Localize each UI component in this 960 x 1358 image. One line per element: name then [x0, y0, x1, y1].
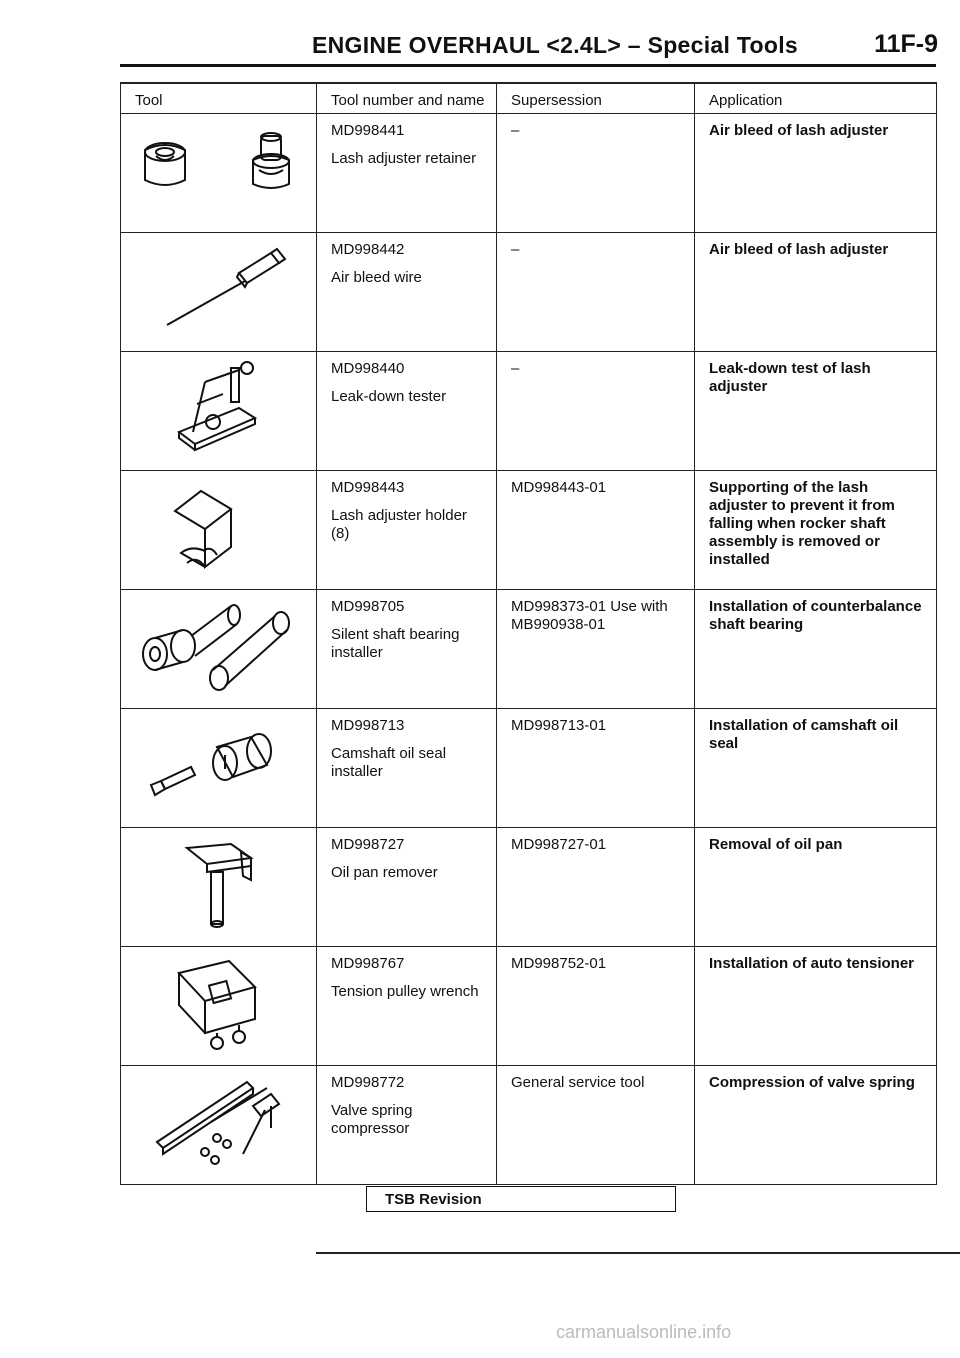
table-row: [121, 351, 937, 470]
header-divider: [120, 64, 936, 67]
lash-adjuster-holder-icon: [121, 471, 317, 581]
camshaft-oil-seal-installer-icon: [121, 709, 317, 819]
tool-image-cell: [121, 232, 317, 351]
table-row: [121, 708, 937, 827]
table-row: [121, 1065, 937, 1184]
supersession-cell: MD998727-01: [497, 827, 695, 946]
application-cell: Leak-down test of lash adjuster: [695, 351, 937, 470]
table-row: [121, 113, 937, 232]
application-cell: Supporting of the lash adjuster to prevent it from falling when rocker shaft assembly is removed or installed: [695, 470, 937, 589]
site-watermark: carmanualsonline.info: [556, 1322, 732, 1342]
tool-number-name-cell: [317, 589, 497, 708]
tool-number: MD998713: [331, 716, 405, 734]
tool-number-name-cell: [317, 946, 497, 1065]
table-row: [121, 470, 937, 589]
table-row: [121, 827, 937, 946]
tool-image-cell: [121, 470, 317, 589]
supersession-cell: General service tool: [497, 1065, 695, 1184]
tool-image-cell: [121, 589, 317, 708]
application-cell: Air bleed of lash adjuster: [695, 113, 937, 232]
oil-pan-remover-icon: [121, 828, 317, 938]
tool-number: MD998705: [331, 597, 405, 615]
column-header-application: Application: [695, 83, 937, 113]
tension-pulley-wrench-icon: [121, 947, 317, 1057]
application-cell: Air bleed of lash adjuster: [695, 232, 937, 351]
tool-number-name-cell: [317, 232, 497, 351]
supersession-cell: MD998373-01 Use with MB990938-01: [497, 589, 695, 708]
tool-image-cell: [121, 827, 317, 946]
lash-adjuster-retainer-icon: [121, 114, 317, 224]
application-cell: Installation of counterbalance shaft bearing: [695, 589, 937, 708]
supersession-cell: MD998713-01: [497, 708, 695, 827]
column-header-tool-number: Tool number and name: [317, 83, 497, 113]
tool-image-cell: [121, 1065, 317, 1184]
tool-number: MD998442: [331, 240, 405, 258]
tool-image-cell: [121, 351, 317, 470]
application-cell: Removal of oil pan: [695, 827, 937, 946]
supersession-cell: –: [497, 232, 695, 351]
supersession-cell: –: [497, 351, 695, 470]
tool-number-name-cell: [317, 470, 497, 589]
table-header-row: [121, 83, 937, 113]
tool-image-cell: [121, 113, 317, 232]
tool-name: Valve spring compressor: [331, 1101, 413, 1137]
tool-name: Tension pulley wrench: [331, 982, 479, 1000]
tool-number-name-cell: [317, 827, 497, 946]
tool-number: MD998441: [331, 121, 405, 139]
tool-name: Oil pan remover: [331, 863, 438, 881]
table-row: [121, 946, 937, 1065]
tool-name: Lash adjuster holder (8): [331, 506, 467, 542]
valve-spring-compressor-icon: [121, 1066, 317, 1176]
application-cell: Installation of camshaft oil seal: [695, 708, 937, 827]
tool-number-name-cell: [317, 113, 497, 232]
supersession-cell: MD998443-01: [497, 470, 695, 589]
page-title: ENGINE OVERHAUL <2.4L> – Special Tools: [312, 32, 799, 58]
application-cell: Installation of auto tensioner: [695, 946, 937, 1065]
tool-number: MD998443: [331, 478, 405, 496]
tool-name: Air bleed wire: [331, 268, 422, 286]
tool-image-cell: [121, 708, 317, 827]
leak-down-tester-icon: [121, 352, 317, 462]
application-cell: Compression of valve spring: [695, 1065, 937, 1184]
tool-name: Camshaft oil seal installer: [331, 744, 447, 780]
tool-name: Leak-down tester: [331, 387, 447, 405]
column-header-supersession: Supersession: [497, 83, 695, 113]
tool-number-name-cell: [317, 708, 497, 827]
tool-number: MD998727: [331, 835, 405, 853]
table-row: [121, 589, 937, 708]
supersession-cell: MD998752-01: [497, 946, 695, 1065]
silent-shaft-bearing-installer-icon: [121, 590, 317, 700]
tool-number: MD998767: [331, 954, 405, 972]
supersession-cell: –: [497, 113, 695, 232]
tool-number: MD998772: [331, 1073, 405, 1091]
tool-name: Lash adjuster retainer: [331, 149, 477, 167]
special-tools-table: [120, 82, 937, 1185]
column-header-tool: Tool: [121, 83, 317, 113]
tool-number: MD998440: [331, 359, 405, 377]
page-header: [0, 28, 960, 68]
footer-divider: [316, 1252, 960, 1254]
tool-number-name-cell: [317, 1065, 497, 1184]
tsb-revision-label: TSB Revision: [385, 1191, 482, 1208]
tool-name: Silent shaft bearing installer: [331, 625, 460, 661]
page-number: 11F-9: [874, 30, 938, 58]
air-bleed-wire-icon: [121, 233, 317, 343]
tool-number-name-cell: [317, 351, 497, 470]
tool-image-cell: [121, 946, 317, 1065]
table-row: [121, 232, 937, 351]
tsb-revision-box: [366, 1186, 676, 1212]
